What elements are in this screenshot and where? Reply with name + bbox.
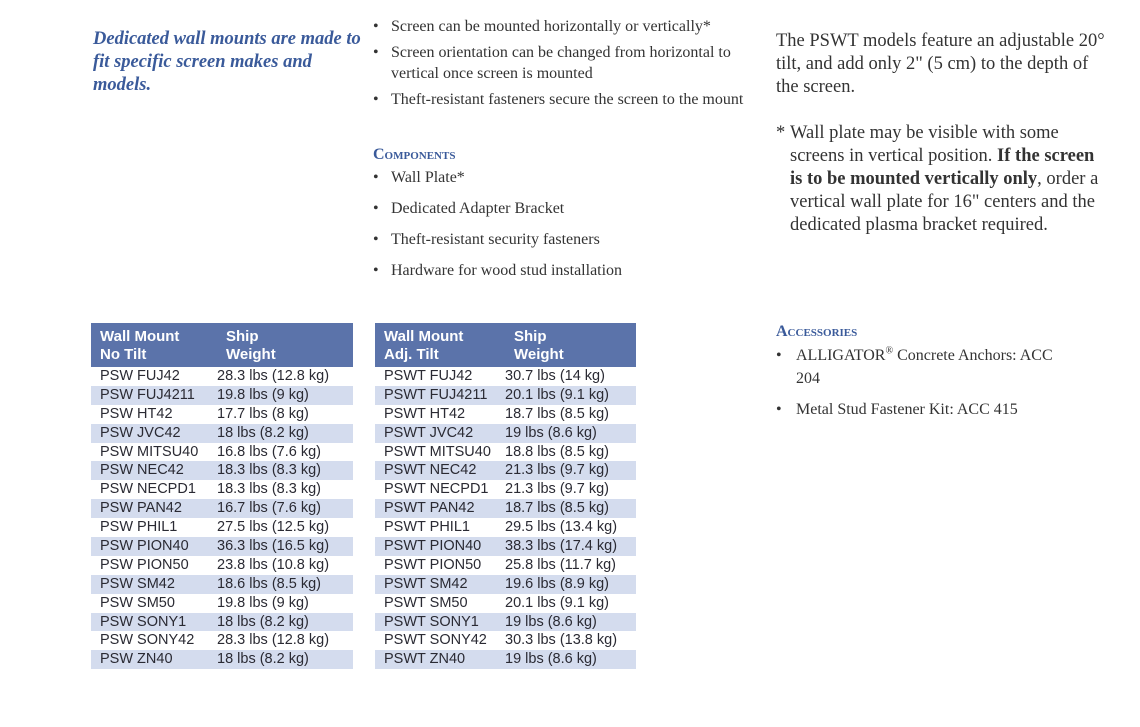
table-adj-tilt [375,323,636,669]
table-row [91,556,353,575]
accessory-item [776,344,1076,390]
accessories-list [776,344,1076,429]
table-row [91,386,353,405]
header-model: Wall Mount No Tilt [100,328,180,363]
weight-cell: 25.8 lbs (11.7 kg) [505,556,616,573]
table-row [375,386,636,405]
model-cell: PSWT FUJ4211 [384,386,488,403]
weight-cell: 16.8 lbs (7.6 kg) [217,443,321,460]
model-cell: PSW PAN42 [100,500,182,517]
table-row [91,594,353,613]
weight-cell: 23.8 lbs (10.8 kg) [217,556,330,573]
weight-cell: 18 lbs (8.2 kg) [217,651,309,668]
weight-cell: 19.8 lbs (9 kg) [217,386,309,403]
table-row [375,499,636,518]
weight-cell: 18.8 lbs (8.5 kg) [505,443,609,460]
model-cell: PSWT FUJ42 [384,368,473,384]
component-item: • Wall Plate* [373,168,773,199]
table-row [375,424,636,443]
model-cell: PSW FUJ4211 [100,386,195,403]
model-cell: PSW HT42 [100,405,173,422]
footnote-star: * [776,123,786,143]
weight-cell: 18 lbs (8.2 kg) [217,613,309,630]
feature-item: • Screen orientation can be changed from horizontal to vertical once screen is mounted [373,42,773,84]
weight-cell: 18.3 lbs (8.3 kg) [217,481,321,498]
intro-tagline: Dedicated wall mounts are made to fit specific screen makes and models. [93,29,361,95]
weight-cell: 19.6 lbs (8.9 kg) [505,575,609,592]
table-row [91,499,353,518]
weight-cell: 20.1 lbs (9.1 kg) [505,594,609,611]
weight-cell: 28.3 lbs (12.8 kg) [217,368,330,384]
model-cell: PSWT SONY1 [384,613,479,630]
header-model: Wall Mount Adj. Tilt [384,328,464,363]
model-cell: PSWT PHIL1 [384,519,470,536]
model-cell: PSW SM42 [100,575,175,592]
pswt-description: The PSWT models feature an adjustable 20° tilt, and add only 2" (5 cm) to the depth of the screen. [776,31,1105,97]
table-row [91,443,353,462]
model-cell: PSWT NECPD1 [384,481,489,498]
weight-cell: 29.5 lbs (13.4 kg) [505,519,618,536]
weight-cell: 30.3 lbs (13.8 kg) [505,632,618,649]
model-cell: PSWT NEC42 [384,462,477,479]
model-cell: PSW SM50 [100,594,175,611]
table-row [375,575,636,594]
weight-cell: 18.3 lbs (8.3 kg) [217,462,321,479]
model-cell: PSW ZN40 [100,651,173,668]
weight-cell: 18 lbs (8.2 kg) [217,424,309,441]
note-text-after: , order a vertical wall plate for 16" centers and the dedicated plasma bracket required. [790,169,1099,235]
weight-cell: 36.3 lbs (16.5 kg) [217,538,330,555]
table-header [375,323,636,367]
table-row [91,613,353,632]
model-cell: PSWT HT42 [384,405,466,422]
accessories-heading: Accessories [776,323,858,340]
model-cell: PSW JVC42 [100,424,181,441]
weight-cell: 16.7 lbs (7.6 kg) [217,500,321,517]
weight-cell: 18.7 lbs (8.5 kg) [505,500,609,517]
components-heading: Components [373,146,456,163]
weight-cell: 17.7 lbs (8 kg) [217,405,309,422]
model-cell: PSWT SONY42 [384,632,487,649]
header-weight: Ship Weight [226,328,276,363]
features-list [373,16,773,115]
table-row [375,367,636,386]
registered-mark: ® [885,345,894,357]
model-cell: PSW NEC42 [100,462,184,479]
note-text: Wall plate may be visible with some screens in vertical position. [790,123,1059,166]
weight-cell: 19 lbs (8.6 kg) [505,613,597,630]
accessory-text: Concrete Anchors: ACC 204 [796,347,1053,387]
model-cell: PSWT PION40 [384,538,482,555]
table-no-tilt [91,323,353,669]
table-body [375,367,636,669]
component-item: • Hardware for wood stud installation [373,261,773,292]
table-row [375,518,636,537]
table-row [91,575,353,594]
table-row [91,650,353,669]
weight-cell: 18.6 lbs (8.5 kg) [217,575,321,592]
model-cell: PSWT SM42 [384,575,468,592]
components-list [373,168,773,292]
table-header [91,323,353,367]
table-row [91,480,353,499]
weight-cell: 18.7 lbs (8.5 kg) [505,405,609,422]
table-row [91,424,353,443]
table-row [375,537,636,556]
model-cell: PSW NECPD1 [100,481,196,498]
model-cell: PSWT PAN42 [384,500,475,517]
table-body [91,367,353,669]
table-row [375,650,636,669]
weight-cell: 28.3 lbs (12.8 kg) [217,632,330,649]
accessory-item: • Metal Stud Fastener Kit: ACC 415 [776,398,1076,421]
weight-cell: 27.5 lbs (12.5 kg) [217,519,330,536]
model-cell: PSWT MITSU40 [384,443,491,460]
weight-cell: 19.8 lbs (9 kg) [217,594,309,611]
model-cell: PSW PION50 [100,556,189,573]
table-row [375,594,636,613]
model-cell: PSW MITSU40 [100,443,199,460]
model-cell: PSWT ZN40 [384,651,466,668]
model-cell: PSW PION40 [100,538,189,555]
feature-item: • Theft-resistant fasteners secure the screen to the mount [373,89,773,110]
note-bold-text: If the screen is to be mounted vertically only [790,146,1095,189]
table-row [375,631,636,650]
weight-cell: 19 lbs (8.6 kg) [505,651,597,668]
model-cell: PSWT JVC42 [384,424,474,441]
component-item: • Dedicated Adapter Bracket [373,199,773,230]
table-row [91,367,353,386]
table-row [375,556,636,575]
table-row [91,518,353,537]
feature-item: • Screen can be mounted horizontally or vertically* [373,16,773,37]
wall-plate-note [776,122,1111,237]
table-row [375,480,636,499]
model-cell: PSW SONY42 [100,632,195,649]
weight-cell: 38.3 lbs (17.4 kg) [505,538,618,555]
accessory-brand: ALLIGATOR [796,347,886,364]
table-row [375,613,636,632]
table-row [91,631,353,650]
table-row [375,443,636,462]
weight-cell: 19 lbs (8.6 kg) [505,424,597,441]
table-row [375,405,636,424]
weight-cell: 20.1 lbs (9.1 kg) [505,386,609,403]
header-weight: Ship Weight [514,328,564,363]
table-row [91,537,353,556]
table-row [91,405,353,424]
model-cell: PSW FUJ42 [100,368,180,384]
model-cell: PSW PHIL1 [100,519,178,536]
weight-cell: 21.3 lbs (9.7 kg) [505,462,609,479]
table-row [375,461,636,480]
weight-cell: 21.3 lbs (9.7 kg) [505,481,609,498]
table-row [91,461,353,480]
model-cell: PSWT PION50 [384,556,482,573]
weight-cell: 30.7 lbs (14 kg) [505,368,605,384]
model-cell: PSWT SM50 [384,594,468,611]
component-item: • Theft-resistant security fasteners [373,230,773,261]
model-cell: PSW SONY1 [100,613,187,630]
